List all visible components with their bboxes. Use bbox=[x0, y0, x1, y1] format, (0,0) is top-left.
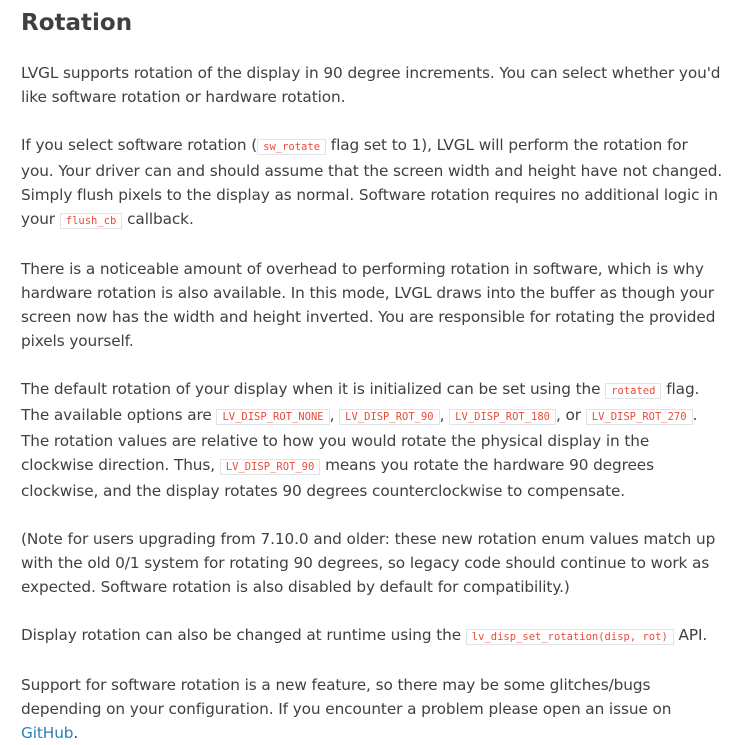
text-run: If you select software rotation ( bbox=[21, 136, 258, 154]
text-run: . The rotation values are relative to how you would rotate the physical display in the clockwise direction. Thus, bbox=[21, 406, 698, 474]
text-run: Display rotation can also be changed at runtime using the bbox=[21, 626, 466, 644]
paragraph-overhead: There is a noticeable amount of overhead to performing rotation in software, which is why hardware rotation is also available. In this mode, LVGL draws into the buffer as though your screen now has the width and height inverted. You are responsible for rotating the provided pixels yourself. bbox=[21, 260, 716, 350]
inline-code-rot-90-example: LV_DISP_ROT_90 bbox=[220, 459, 321, 475]
text-run: flag. The available options are bbox=[21, 380, 700, 424]
text-run: means you rotate the hardware 90 degrees clockwise, and the display rotates 90 degrees counterclockwise to compensate. bbox=[21, 456, 654, 500]
text-run: , bbox=[439, 406, 450, 424]
inline-code-rot-90: LV_DISP_ROT_90 bbox=[339, 409, 440, 425]
text-run: . bbox=[73, 724, 79, 742]
inline-code-sw-rotate: sw_rotate bbox=[257, 139, 326, 155]
github-link[interactable]: GitHub bbox=[21, 724, 74, 742]
inline-code-rot-none: LV_DISP_ROT_NONE bbox=[216, 409, 329, 425]
text-run: , bbox=[329, 406, 340, 424]
paragraph-runtime-rotation bbox=[21, 623, 724, 649]
text-run: The default rotation of your display when it is initialized can be set using the bbox=[21, 380, 606, 398]
paragraph-intro: LVGL supports rotation of the display in 90 degree increments. You can select whether you'd like software rotation or hardware rotation. bbox=[21, 64, 721, 106]
text-run: , or bbox=[556, 406, 586, 424]
text-run: flag set to 1), LVGL will perform the rotation for you. Your driver can and should assume that the screen width and height have not changed. Simply flush pixels to the display as normal. Software rotation requires no additional logic in your bbox=[21, 136, 723, 228]
section-title: Rotation bbox=[21, 10, 133, 36]
inline-code-set-rotation: lv_disp_set_rotation(disp, rot) bbox=[466, 629, 674, 645]
text-run: Support for software rotation is a new feature, so there may be some glitches/bugs depending on your configuration. If you encounter a problem please open an issue on bbox=[21, 676, 672, 718]
inline-code-flush-cb: flush_cb bbox=[60, 213, 123, 229]
paragraph-upgrade-note: (Note for users upgrading from 7.10.0 and older: these new rotation enum values match up with the old 0/1 system for rotating 90 degrees, so legacy code should continue to work as expected. Software rotation is also disabled by default for compatibility.) bbox=[21, 530, 716, 596]
inline-code-rotated: rotated bbox=[605, 383, 661, 399]
text-run: callback. bbox=[122, 210, 194, 228]
paragraph-default-rotation bbox=[21, 377, 724, 503]
paragraph-support bbox=[21, 673, 724, 745]
inline-code-rot-270: LV_DISP_ROT_270 bbox=[586, 409, 693, 425]
paragraph-software-rotation bbox=[21, 133, 724, 233]
inline-code-rot-180: LV_DISP_ROT_180 bbox=[449, 409, 556, 425]
text-run: API. bbox=[673, 626, 708, 644]
